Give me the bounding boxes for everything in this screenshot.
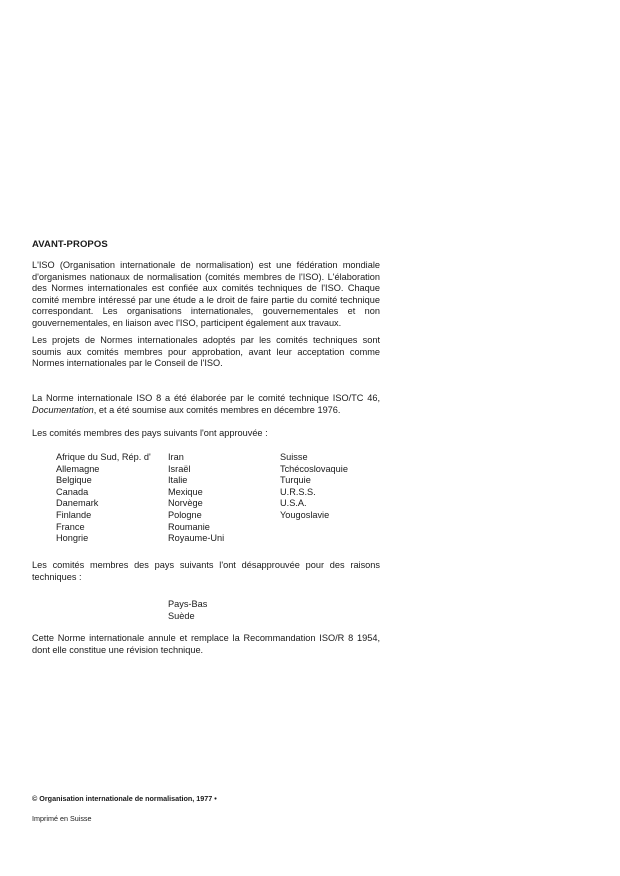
country-item: Roumanie (168, 521, 210, 532)
country-item: Yougoslavie (280, 509, 330, 520)
country-item: Finlande (56, 509, 92, 520)
country-item: Afrique du Sud, Rép. d' (56, 452, 151, 462)
country-item: U.S.A. (280, 498, 307, 509)
country-item: Mexique (168, 486, 203, 497)
paragraph-approving-intro: Les comités membres des pays suivants l'ont approuvée : (32, 428, 268, 438)
country-column-1 (56, 452, 151, 545)
country-item: Norvège (168, 498, 203, 509)
country-item: Israël (168, 463, 191, 474)
country-item: Canada (56, 486, 89, 497)
country-item: Suisse (280, 452, 308, 462)
paragraph-elaboration (32, 393, 380, 416)
paragraph-approval-process: Les projets de Normes internationales adoptés par les comités techniques sont soumis aux comités membres pour approbation, avant leur acceptation comme Normes internationales par le Conseil de l'ISO. (32, 335, 380, 369)
committee-title: Documentation (32, 404, 94, 415)
country-item: Allemagne (56, 463, 100, 474)
elaboration-text-end: , et a été soumise aux comités membres en décembre 1976. (93, 404, 341, 415)
copyright-notice: © Organisation internationale de normalisation, 1977 • (32, 794, 217, 803)
country-item: Royaume-Uni (168, 533, 225, 544)
country-item: Turquie (280, 475, 311, 486)
disapproving-countries (168, 599, 207, 622)
country-item: Danemark (56, 498, 99, 509)
country-item: Italie (168, 475, 188, 486)
country-item: Pays-Bas (168, 599, 208, 609)
paragraph-iso-intro: L'ISO (Organisation internationale de normalisation) est une fédération mondiale d'organismes nationaux de normalisation (comités membres de l'ISO). L'élaboration des Normes internationales est confiée aux comités techniques de l'ISO. Chaque comité membre intéressé par une étude a le droit de faire partie du comité technique correspondant. Les organisations internationales, gouvernementales et non gouvernementales, en liaison avec l'ISO, participent également aux travaux. (32, 260, 380, 328)
country-column-2 (168, 452, 224, 545)
paragraph-replacement: Cette Norme internationale annule et remplace la Recommandation ISO/R 8 1954, dont elle constitue une révision technique. (32, 633, 380, 655)
country-item: Suède (168, 610, 195, 621)
country-item: Iran (168, 452, 184, 462)
elaboration-text-start: La Norme internationale ISO 8 a été élaborée par le comité technique ISO/TC 46, (32, 393, 380, 403)
country-item: France (56, 521, 85, 532)
section-heading: AVANT-PROPOS (32, 239, 108, 250)
paragraph-disapproving-intro: Les comités membres des pays suivants l'ont désapprouvée pour des raisons techniques : (32, 560, 380, 582)
country-item: Hongrie (56, 533, 89, 544)
country-column-3 (280, 452, 348, 522)
country-item: Belgique (56, 475, 92, 486)
country-item: U.R.S.S. (280, 486, 316, 497)
printed-in-notice: Imprimé en Suisse (32, 814, 92, 823)
country-item: Pologne (168, 509, 202, 520)
country-item: Tchécoslovaquie (280, 463, 348, 474)
